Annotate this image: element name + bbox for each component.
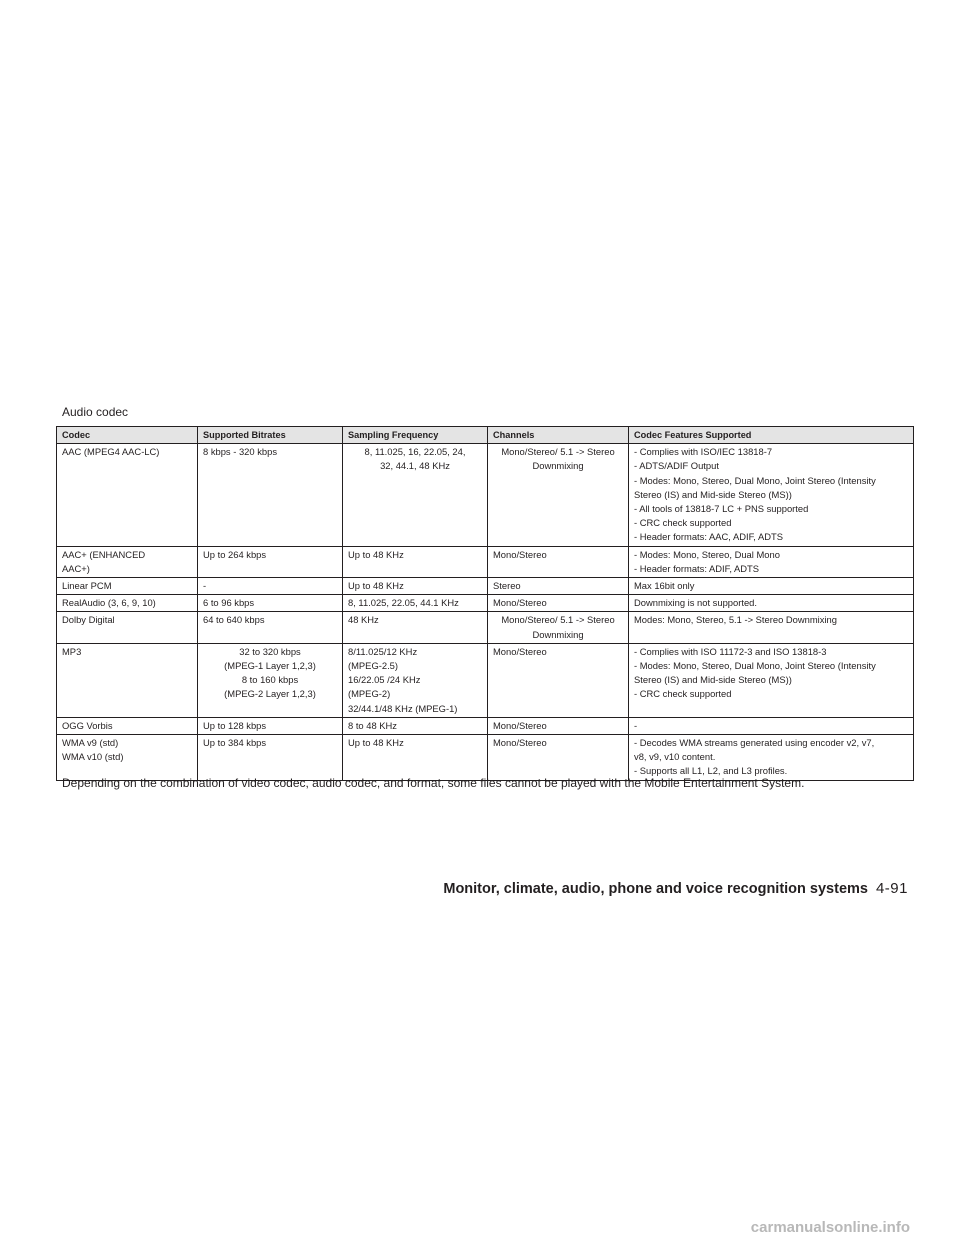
cell-bitrates: Up to 264 kbps [198,546,343,577]
cell-codec: AAC+ (ENHANCED AAC+) [57,546,198,577]
cell-codec: MP3 [57,643,198,717]
cell-codec: AAC (MPEG4 AAC-LC) [57,444,198,546]
cell-bitrates: - [198,578,343,595]
table-row [57,444,914,546]
cell-bitrates: 6 to 96 kbps [198,595,343,612]
cell-bitrates: Up to 384 kbps [198,735,343,781]
chapter-title: Monitor, climate, audio, phone and voice recognition systems [443,881,868,897]
cell-channels: Mono/Stereo [488,735,629,781]
cell-features: - Modes: Mono, Stereo, Dual Mono - Header formats: ADIF, ADTS [629,546,914,577]
audio-codec-table [56,426,914,781]
table-row [57,735,914,781]
compatibility-note: Depending on the combination of video codec, audio codec, and format, some files cannot be played with the Mobile Entertainment System. [62,776,805,790]
cell-features: Max 16bit only [629,578,914,595]
table-row [57,612,914,643]
cell-codec: Dolby Digital [57,612,198,643]
cell-bitrates: 32 to 320 kbps (MPEG-1 Layer 1,2,3) 8 to 160 kbps (MPEG-2 Layer 1,2,3) [198,643,343,717]
cell-sampling: 8, 11.025, 16, 22.05, 24, 32, 44.1, 48 KHz [343,444,488,546]
cell-channels: Mono/Stereo [488,717,629,734]
cell-bitrates: 8 kbps - 320 kbps [198,444,343,546]
section-title: Audio codec [62,405,129,419]
watermark: carmanualsonline.info [750,1219,910,1236]
cell-bitrates: Up to 128 kbps [198,717,343,734]
cell-codec: Linear PCM [57,578,198,595]
cell-channels: Mono/Stereo [488,595,629,612]
cell-bitrates: 64 to 640 kbps [198,612,343,643]
header-supported-bitrates: Supported Bitrates [198,427,343,444]
cell-codec: WMA v9 (std) WMA v10 (std) [57,735,198,781]
header-channels: Channels [488,427,629,444]
page-number: 4-91 [875,880,908,897]
cell-codec: OGG Vorbis [57,717,198,734]
cell-features: - Complies with ISO/IEC 13818-7 - ADTS/ADIF Output - Modes: Mono, Stereo, Dual Mono, Joint Stereo (Intensity Stereo (IS) and Mid-side Stereo (MS)) - All tools of 13818-7 LC + PNS supported - CRC check supported - Header formats: AAC, ADIF, ADTS [629,444,914,546]
table-header-row [57,427,914,444]
cell-codec: RealAudio (3, 6, 9, 10) [57,595,198,612]
cell-features: - Complies with ISO 11172-3 and ISO 13818-3 - Modes: Mono, Stereo, Dual Mono, Joint Stereo (Intensity Stereo (IS) and Mid-side Stereo (MS)) - CRC check supported [629,643,914,717]
cell-features: - [629,717,914,734]
header-codec: Codec [57,427,198,444]
table-row [57,578,914,595]
cell-channels: Mono/Stereo [488,546,629,577]
cell-channels: Mono/Stereo/ 5.1 -> Stereo Downmixing [488,612,629,643]
header-codec-features: Codec Features Supported [629,427,914,444]
cell-channels: Mono/Stereo [488,643,629,717]
cell-sampling: 8, 11.025, 22.05, 44.1 KHz [343,595,488,612]
cell-channels: Stereo [488,578,629,595]
cell-sampling: Up to 48 KHz [343,546,488,577]
table-row [57,546,914,577]
cell-sampling: 48 KHz [343,612,488,643]
cell-features: - Decodes WMA streams generated using encoder v2, v7, v8, v9, v10 content. - Supports all L1, L2, and L3 profiles. [629,735,914,781]
cell-sampling: Up to 48 KHz [343,735,488,781]
table-row [57,595,914,612]
table-row [57,643,914,717]
cell-sampling: 8 to 48 KHz [343,717,488,734]
cell-sampling: Up to 48 KHz [343,578,488,595]
cell-channels: Mono/Stereo/ 5.1 -> Stereo Downmixing [488,444,629,546]
page-footer [443,880,908,897]
cell-features: Modes: Mono, Stereo, 5.1 -> Stereo Downmixing [629,612,914,643]
table-row [57,717,914,734]
cell-sampling: 8/11.025/12 KHz (MPEG-2.5) 16/22.05 /24 KHz (MPEG-2) 32/44.1/48 KHz (MPEG-1) [343,643,488,717]
header-sampling-frequency: Sampling Frequency [343,427,488,444]
cell-features: Downmixing is not supported. [629,595,914,612]
